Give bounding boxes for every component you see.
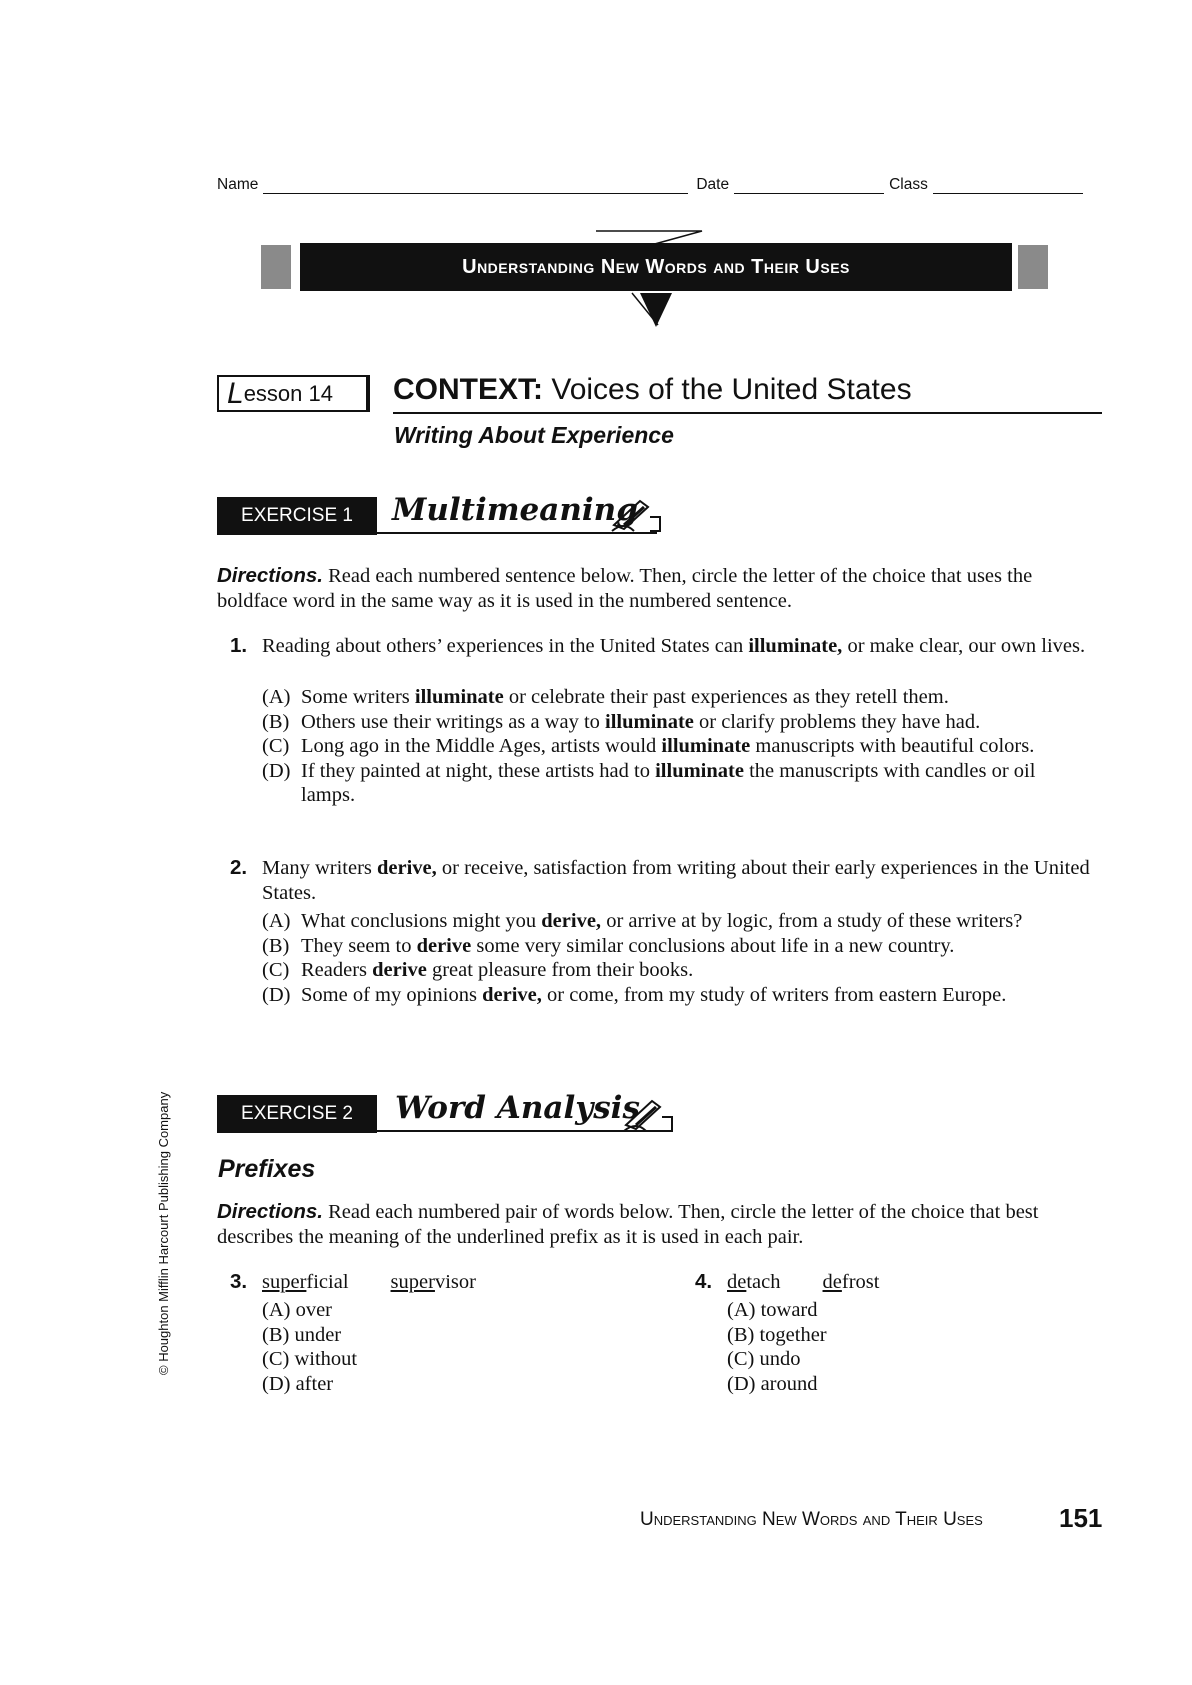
option-d[interactable]: (D) If they painted at night, these artists had to illuminate the manuscripts with candles or oil lamps. bbox=[262, 759, 1036, 806]
lesson-label: esson 14 bbox=[243, 380, 333, 406]
option-b[interactable]: (B) Others use their writings as a way to illuminate or clarify problems they have had. bbox=[262, 710, 981, 733]
name-label: Name bbox=[217, 176, 259, 193]
question-number: 1. bbox=[230, 634, 248, 657]
context-title: Voices of the United States bbox=[551, 373, 912, 406]
context-heading bbox=[393, 373, 912, 407]
directions-label: Directions. bbox=[217, 1200, 323, 1223]
question-text: Reading about others’ experiences in the United States can illuminate, or make clear, our own lives. bbox=[262, 635, 1086, 657]
context-rule bbox=[393, 412, 1102, 414]
question-2 bbox=[230, 856, 1110, 905]
question-1-options bbox=[262, 685, 1102, 808]
question-number: 3. bbox=[230, 1270, 248, 1293]
exercise-2-directions bbox=[217, 1199, 1103, 1250]
lesson-box bbox=[217, 375, 370, 412]
publisher-credit-text: © Houghton Mifflin Harcourt Publishing Company bbox=[156, 1091, 171, 1375]
question-text: Many writers derive, or receive, satisfaction from writing about their early experiences in the United States. bbox=[262, 857, 1090, 904]
exercise-1-title: Multimeaning bbox=[392, 492, 638, 528]
footer-running-title: Understanding New Words and Their Uses bbox=[640, 1509, 983, 1530]
class-blank[interactable] bbox=[933, 179, 1083, 194]
directions-text: Read each numbered pair of words below. Then, circle the letter of the choice that best describes the meaning of the underlined prefix as it is used in each pair. bbox=[217, 1201, 1039, 1248]
pencil-writing-icon bbox=[622, 1095, 678, 1135]
prefixes-heading: Prefixes bbox=[218, 1155, 316, 1183]
question-number: 2. bbox=[230, 856, 248, 879]
option-b[interactable]: (B) They seem to derive some very similar conclusions about life in a new country. bbox=[262, 934, 955, 957]
word-2: supervisor bbox=[390, 1271, 476, 1293]
lesson-subtitle: Writing About Experience bbox=[394, 422, 674, 448]
option-d[interactable]: (D) Some of my opinions derive, or come, from my study of writers from eastern Europe. bbox=[262, 983, 1007, 1006]
directions-text: Read each numbered sentence below. Then, circle the letter of the choice that uses the boldface word in the same way as it is used in the numbered sentence. bbox=[217, 565, 1033, 612]
question-3 bbox=[230, 1270, 476, 1295]
banner-right-block bbox=[1018, 245, 1048, 289]
question-2-options bbox=[262, 909, 1102, 1007]
option-a[interactable]: (A) What conclusions might you derive, or arrive at by logic, from a study of these writers? bbox=[262, 910, 1023, 932]
option-d[interactable]: (D) after bbox=[262, 1372, 334, 1395]
question-3-options bbox=[262, 1298, 357, 1396]
banner-top-triangle bbox=[596, 231, 702, 245]
pencil-writing-icon bbox=[610, 495, 666, 535]
exercise-2-title: Word Analysis bbox=[395, 1090, 640, 1126]
question-1 bbox=[230, 634, 1110, 659]
option-c[interactable]: (C) Long ago in the Middle Ages, artists would illuminate manuscripts with beautiful colors. bbox=[262, 735, 1035, 757]
option-c[interactable]: (C) Readers derive great pleasure from their books. bbox=[262, 959, 694, 981]
date-blank[interactable] bbox=[734, 179, 884, 194]
class-label: Class bbox=[889, 176, 928, 193]
option-a[interactable]: (A) toward bbox=[727, 1299, 818, 1321]
option-c[interactable]: (C) without bbox=[262, 1348, 358, 1370]
publisher-credit bbox=[156, 1045, 178, 1375]
name-date-class-line bbox=[217, 172, 1092, 194]
option-a[interactable]: (A) Some writers illuminate or celebrate their past experiences as they retell them. bbox=[262, 686, 949, 708]
context-label: CONTEXT: bbox=[393, 373, 543, 406]
question-4-options bbox=[727, 1298, 827, 1396]
name-blank[interactable] bbox=[263, 179, 688, 194]
date-label: Date bbox=[696, 176, 730, 193]
exercise-2-label: EXERCISE 2 bbox=[217, 1095, 377, 1133]
option-b[interactable]: (B) together bbox=[727, 1323, 827, 1346]
banner-title: Understanding New Words and Their Uses bbox=[300, 243, 1012, 291]
question-number: 4. bbox=[695, 1270, 713, 1293]
option-d[interactable]: (D) around bbox=[727, 1372, 818, 1395]
option-a[interactable]: (A) over bbox=[262, 1299, 333, 1321]
word-2: defrost bbox=[822, 1271, 880, 1293]
option-c[interactable]: (C) undo bbox=[727, 1348, 801, 1370]
word-1: detach bbox=[727, 1271, 781, 1293]
page-number: 151 bbox=[1059, 1503, 1103, 1533]
exercise-1-directions bbox=[217, 563, 1103, 614]
banner-triangle-decoration bbox=[592, 227, 712, 327]
exercise-1-label: EXERCISE 1 bbox=[217, 497, 377, 535]
banner-left-block bbox=[261, 245, 291, 289]
lesson-initial: L bbox=[227, 376, 244, 410]
word-1: superficial bbox=[262, 1271, 349, 1293]
option-b[interactable]: (B) under bbox=[262, 1323, 342, 1346]
exercise-2-rule bbox=[377, 1130, 662, 1132]
directions-label: Directions. bbox=[217, 564, 323, 587]
question-4 bbox=[695, 1270, 879, 1295]
